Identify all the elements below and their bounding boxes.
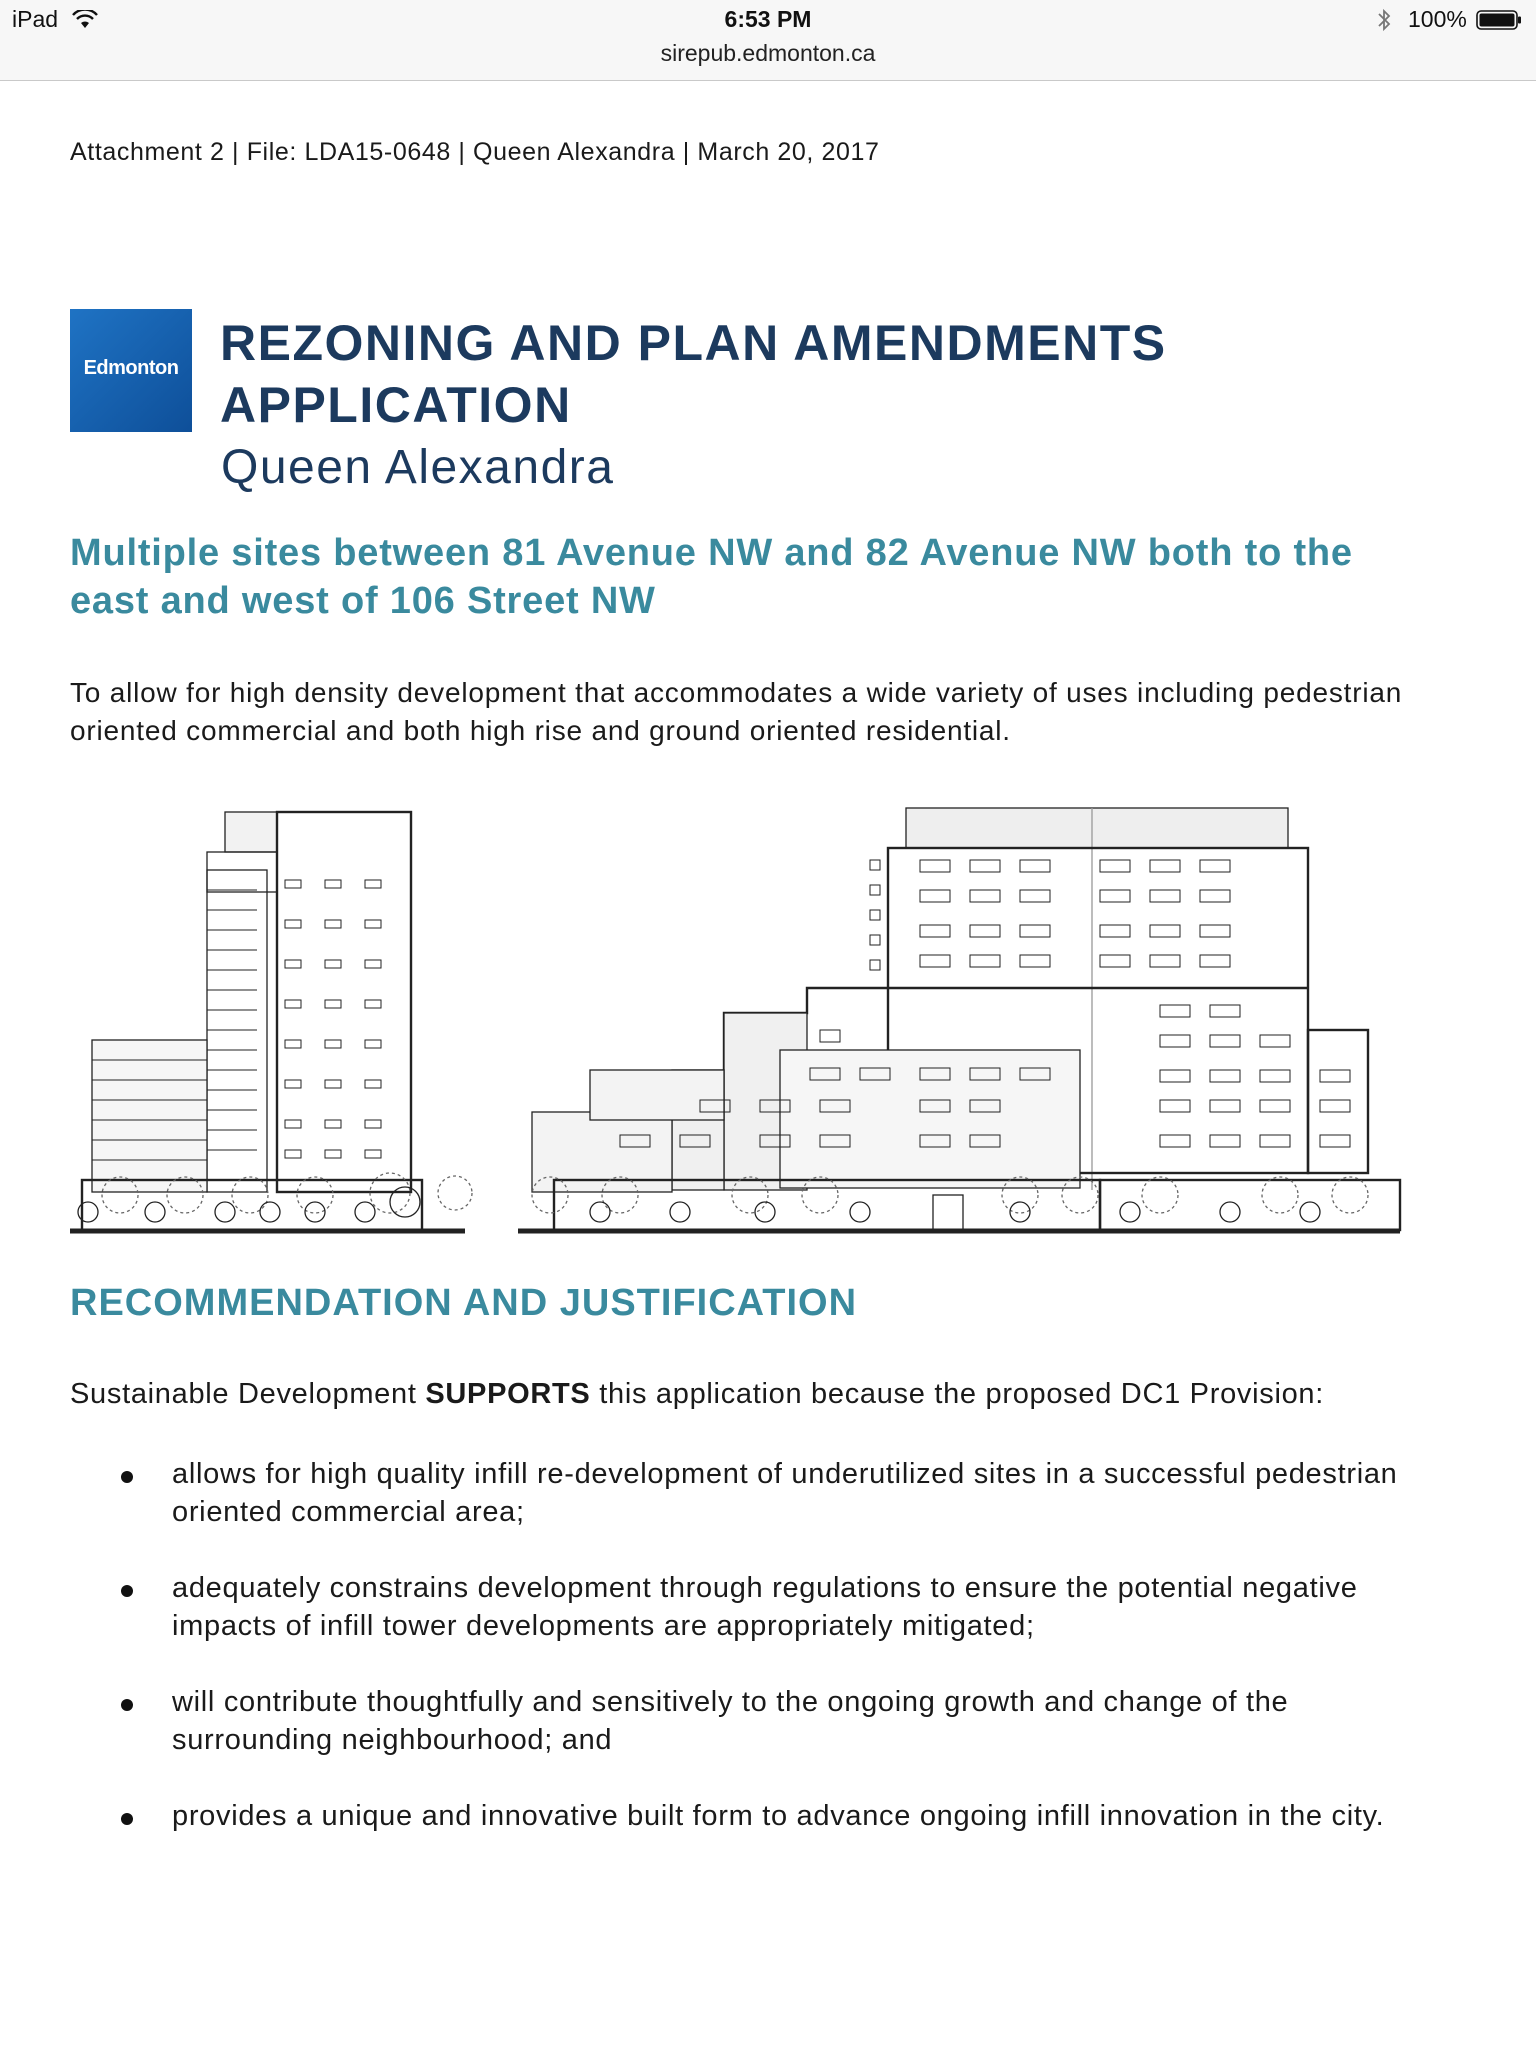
application-summary: To allow for high density development that accommodates a wide variety of uses including pedestrian oriented commercial and both high rise and ground oriented residential.: [70, 677, 1403, 746]
status-bar: [0, 0, 1536, 81]
attachment-header: Attachment 2 | File: LDA15-0648 | Queen Alexandra | March 20, 2017: [70, 138, 880, 166]
device-name: iPad: [12, 6, 59, 32]
support-prefix: Sustainable Development: [70, 1378, 426, 1410]
list-item-text: adequately constrains development through regulations to ensure the potential negative impacts of infill tower developments are appropriately mitigated;: [172, 1572, 1358, 1642]
support-statement: [70, 1378, 1324, 1411]
edmonton-logo: [70, 309, 192, 432]
clock: 6:53 PM: [724, 6, 812, 32]
title-line-2: APPLICATION: [220, 377, 572, 433]
list-item-text: provides a unique and innovative built form to advance ongoing infill innovation in the city.: [172, 1800, 1385, 1832]
title-line-1: REZONING AND PLAN AMENDMENTS: [220, 315, 1167, 371]
bullet-icon: [121, 1813, 133, 1825]
support-bold: SUPPORTS: [425, 1378, 591, 1410]
bullet-icon: [121, 1471, 133, 1483]
list-item-text: will contribute thoughtfully and sensitively to the ongoing growth and change of the surrounding neighbourhood; and: [172, 1686, 1289, 1756]
logo-text: Edmonton: [83, 357, 179, 379]
list-item-text: allows for high quality infill re-development of underutilized sites in a successful pedestrian oriented commercial area;: [172, 1458, 1398, 1528]
page-title: [220, 312, 1167, 436]
bullet-icon: [121, 1699, 133, 1711]
recommendation-heading: RECOMMENDATION AND JUSTIFICATION: [70, 1282, 858, 1324]
address-bar-url[interactable]: sirepub.edmonton.ca: [660, 40, 876, 66]
battery-percentage: 100%: [1408, 6, 1467, 32]
bluetooth-icon: [1376, 8, 1392, 32]
bullet-icon: [121, 1585, 133, 1597]
location-heading: Multiple sites between 81 Avenue NW and 82 Avenue NW both to the east and west of 106 Street NW: [70, 532, 1353, 622]
building-elevation-drawing: [60, 800, 1420, 1240]
page-subtitle: Queen Alexandra: [221, 441, 615, 494]
support-suffix: this application because the proposed DC1 Provision:: [590, 1378, 1324, 1410]
battery-icon: [1476, 10, 1522, 30]
